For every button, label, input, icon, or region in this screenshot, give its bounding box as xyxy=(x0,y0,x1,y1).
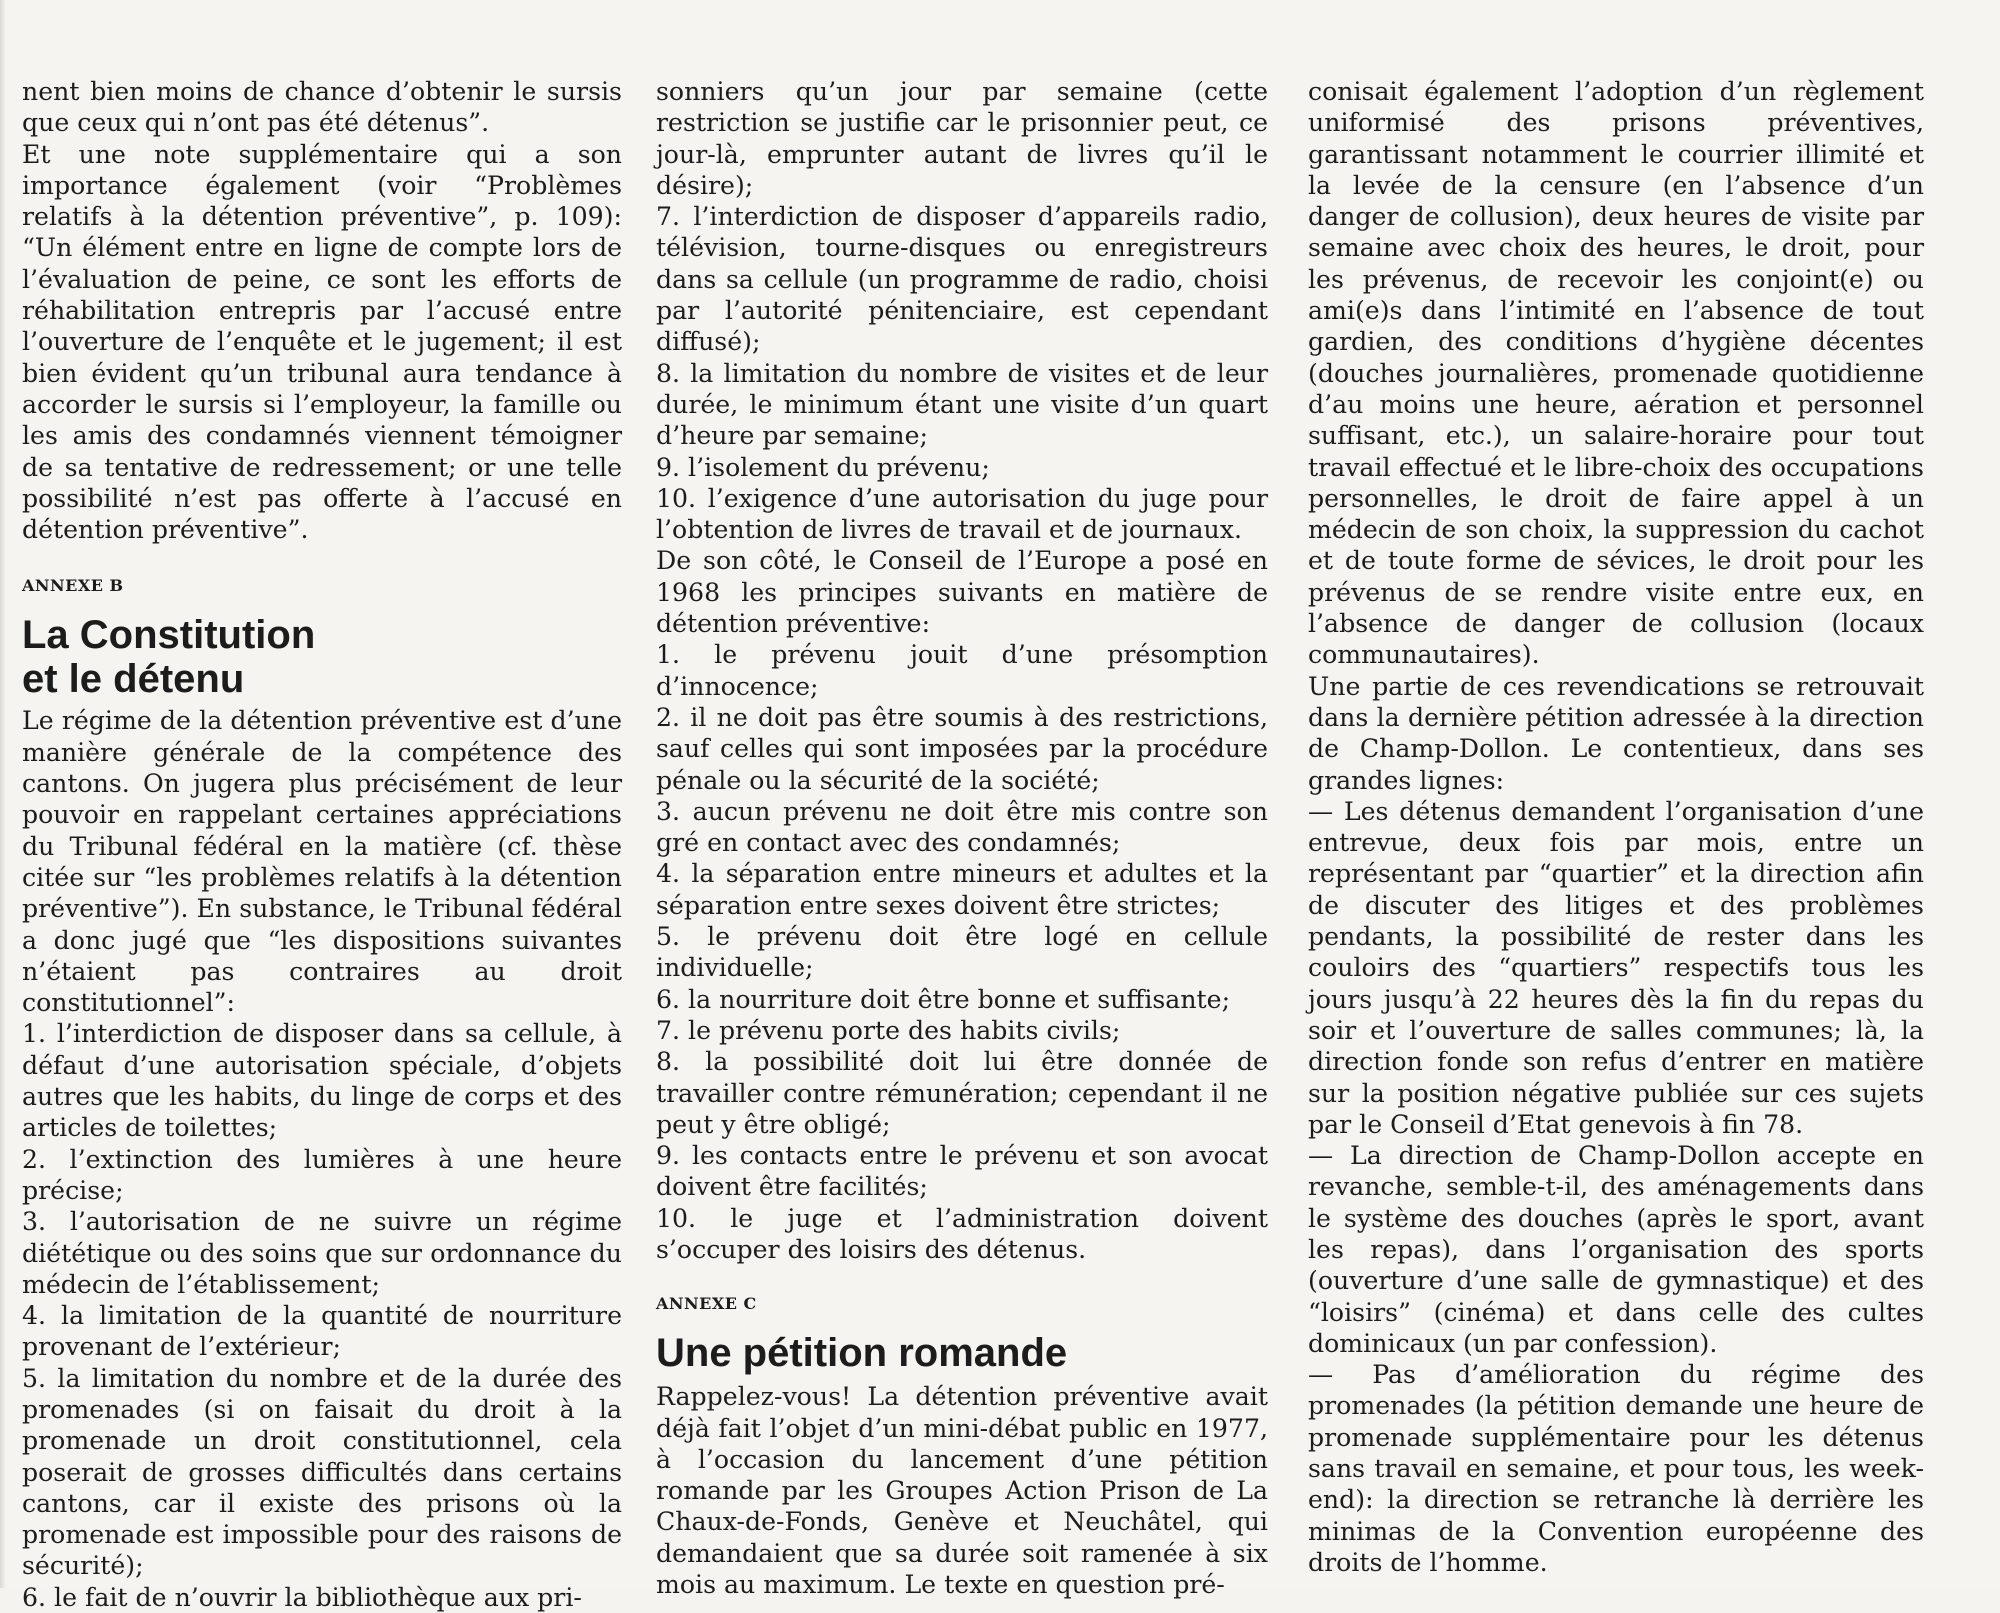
list-item: 9. l’isolement du prévenu; xyxy=(656,452,990,482)
list-item: 3. l’autorisation de ne suivre un régime diététique ou des soins que sur ordonnance du médecin de l’établissement; xyxy=(22,1207,622,1299)
paragraph: Une partie de ces revendications se retrouvait dans la dernière pétition adressée à la direction de Champ-Dollon. Le contentieux, dans ses grandes lignes: xyxy=(1308,671,1924,795)
list-item: — La direction de Champ-Dollon accepte en revanche, semble-t-il, des aménagements dans le système des douches (après le sport, avant les repas), dans l’organisation des sports (ouverture d’une salle de gymnastique) et des “loisirs” (cinéma) et dans celle des cultes dominicaux (un par confession). xyxy=(1308,1141,1924,1358)
list-item: 6. la nourriture doit être bonne et suffisante; xyxy=(656,984,1231,1014)
list-item: 8. la limitation du nombre de visites et de leur durée, le minimum étant une visite d’un quart d’heure par semaine; xyxy=(656,358,1268,451)
column-middle xyxy=(656,76,1268,1600)
list-item: 1. le prévenu jouit d’une présomption d’innocence; xyxy=(656,640,1268,701)
list-item: 7. l’interdiction de disposer d’appareils radio, télévision, tourne-disques ou enregistreurs dans sa cellule (un programme de radio, choisi par l’autorité pénitenciaire, est cependant diffusé); xyxy=(656,202,1268,357)
list-item: 9. les contacts entre le prévenu et son avocat doivent être facilités; xyxy=(656,1141,1268,1202)
annex-c-title: Une pétition romande xyxy=(656,1331,1068,1376)
page-edge-shadow xyxy=(0,0,6,1588)
list-item: 7. le prévenu porte des habits civils; xyxy=(656,1015,1121,1045)
list-item: — Pas d’amélioration du régime des promenades (la pétition demande une heure de promenade supplémentaire pour les détenus sans travail en semaine, et pour tous, les week-end): la direction se retranche là derrière les minimas de la Convention européenne des droits de l’homme. xyxy=(1308,1360,1924,1577)
list-item: 2. il ne doit pas être soumis à des restrictions, sauf celles qui sont imposées par la procédure pénale ou la sécurité de la société; xyxy=(656,702,1268,795)
paragraph: nent bien moins de chance d’obtenir le sursis que ceux qui n’ont pas été détenus”. xyxy=(22,77,622,138)
annex-b-title-line-1: La Constitution xyxy=(22,613,316,658)
list-item: 4. la limitation de la quantité de nourriture provenant de l’extérieur; xyxy=(22,1301,622,1362)
annex-c-label: ANNEXE C xyxy=(656,1294,757,1314)
list-item: — Les détenus demandent l’organisation d’une entrevue, deux fois par mois, entre un représentant par “quartier” et la direction afin de discuter des litiges et des problèmes pendants, la possibilité de rester dans les couloirs des “quartiers” respectifs tous les jours jusqu’à 22 heures dès la fin du repas du soir et l’ouverture de salles communes; là, la direction fonde son refus d’entrer en matière sur la position négative publiée sur ces sujets par le Conseil d’Etat genevois à fin 78. xyxy=(1308,796,1924,1139)
paragraph: sonniers qu’un jour par semaine (cette restriction se justifie car le prisonnier peut, ce jour-là, emprunter autant de livres qu’il le désire); xyxy=(656,77,1268,200)
paragraph: Et une note supplémentaire qui a son importance également (voir “Problèmes relatifs à la détention préventive”, p. 109): “Un élément entre en ligne de compte lors de l’évaluation de peine, ce sont les efforts de réhabilitation entrepris par l’accusé entre l’ouverture de l’enquête et le jugement; il est bien évident qu’un tribunal aura tendance à accorder le sursis si l’employeur, la famille ou les amis des condamnés viennent témoigner de sa tentative de redressement; or une telle possibilité n’est pas offerte à l’accusé en détention préventive”. xyxy=(22,139,622,545)
list-item: 4. la séparation entre mineurs et adultes et la séparation entre sexes doivent être strictes; xyxy=(656,859,1268,920)
list-item: 8. la possibilité doit lui être donnée de travailler contre rémunération; cependant il ne peut y être obligé; xyxy=(656,1047,1268,1139)
paragraph: De son côté, le Conseil de l’Europe a posé en 1968 les principes suivants en matière de détention préventive: xyxy=(656,546,1268,639)
column-left xyxy=(22,76,622,1613)
paragraph: Rappelez-vous! La détention préventive avait déjà fait l’objet d’un mini-débat public en 1977, à l’occasion du lancement d’une pétition romande par les Groupes Action Prison de La Chaux-de-Fonds, Genève et Neuchâtel, qui demandaient que sa durée soit ramenée à six mois au maximum. Le texte en question pré- xyxy=(656,1382,1268,1600)
paragraph: Le régime de la détention préventive est d’une manière générale de la compétence des cantons. On jugera plus précisément de leur pouvoir en rappelant certaines appréciations du Tribunal fédéral en la matière (cf. thèse citée sur “les problèmes relatifs à la détention préventive”). En substance, le Tribunal fédéral a donc jugé que “les dispositions suivantes n’étaient pas contraires au droit constitutionnel”: xyxy=(22,706,622,1018)
list-item: 5. la limitation du nombre et de la durée des promenades (si on faisait du droit à la promenade un droit constitutionnel, cela poserait de grosses difficultés dans certains cantons, car il existe des prisons où la promenade est impossible pour des raisons de sécurité); xyxy=(22,1363,622,1581)
annex-b-label: ANNEXE B xyxy=(22,576,124,596)
list-item: 3. aucun prévenu ne doit être mis contre son gré en contact avec des condamnés; xyxy=(656,796,1268,858)
paragraph: conisait également l’adoption d’un règlement uniformisé des prisons préventives, garantissant notamment le courrier illimité et la levée de la censure (en l’absence d’un danger de collusion), deux heures de visite par semaine avec choix des heures, le droit, pour les prévenus, de recevoir les conjoint(e) ou ami(e)s dans l’intimité en l’absence de tout gardien, des conditions d’hygiène décentes (douches journalières, promenade quotidienne d’au moins une heure, aération et personnel suffisant, etc.), un salaire-horaire pour tout travail effectué et le libre-choix des occupations personnelles, le droit de faire appel à un médecin de son choix, la suppression du cachot et de toute forme de sévices, le droit pour les prévenus de se rendre visite entre eux, en l’absence de danger de collusion (locaux communautaires). xyxy=(1308,77,1924,670)
list-item: 5. le prévenu doit être logé en cellule individuelle; xyxy=(656,922,1268,983)
column-right xyxy=(1308,76,1924,1578)
list-item: 1. l’interdiction de disposer dans sa cellule, à défaut d’une autorisation spéciale, d’objets autres que les habits, du linge de corps et des articles de toilettes; xyxy=(22,1019,622,1143)
list-item: 6. le fait de n’ouvrir la bibliothèque aux pri- xyxy=(22,1582,582,1612)
list-item: 10. l’exigence d’une autorisation du juge pour l’obtention de livres de travail et de journaux. xyxy=(656,483,1268,545)
list-item: 10. le juge et l’administration doivent s’occuper des loisirs des détenus. xyxy=(656,1203,1268,1264)
list-item: 2. l’extinction des lumières à une heure précise; xyxy=(22,1144,622,1205)
annex-b-title-line-2: et le détenu xyxy=(22,657,245,702)
